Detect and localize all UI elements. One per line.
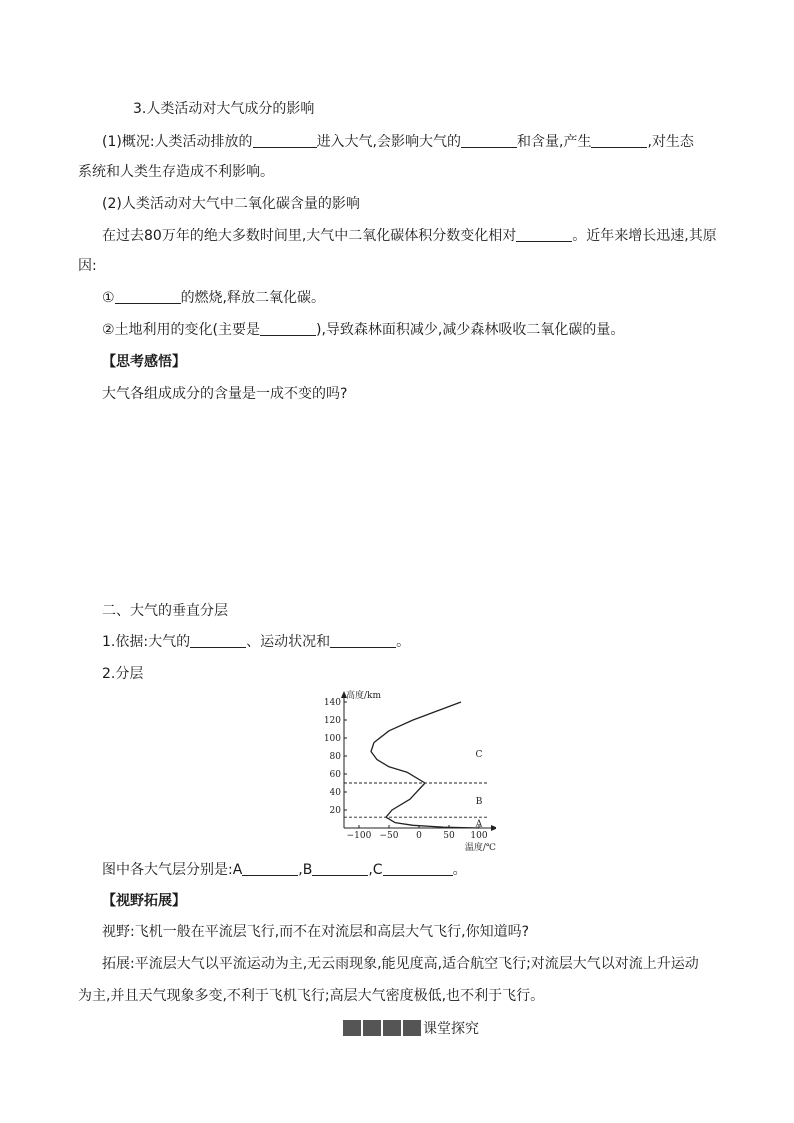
fill-blank[interactable] (591, 133, 647, 148)
y-tick-label: 60 (329, 770, 341, 780)
text-segment: (1)概况:人类活动排放的 (102, 134, 253, 150)
text-segment: 。近年来增长迅速,其原 (572, 228, 717, 244)
temperature-curve (371, 702, 479, 828)
expand-line2: 为主,并且天气现象多变,不利于飞机飞行;高层大气密度极低,也不利于飞行。 (78, 988, 545, 1004)
fill-blank[interactable] (260, 321, 316, 336)
footer-label: 课堂探究 (423, 1021, 479, 1037)
y-tick-label: 40 (329, 788, 341, 798)
fill-blank-b[interactable] (312, 861, 368, 876)
text-segment: 。 (452, 862, 467, 878)
y-tick-label: 80 (329, 752, 341, 762)
layers-label: 2.分层 (102, 666, 144, 682)
text-segment: 、运动状况和 (246, 634, 331, 650)
text-segment: ,对生态 (647, 134, 694, 150)
layer-answer-line (102, 860, 467, 880)
text-segment: 图中各大气层分别是:A (102, 862, 243, 878)
footer-block (383, 1020, 401, 1036)
footer-block (403, 1020, 421, 1036)
y-tick-label: 140 (323, 698, 341, 708)
text-segment: ,B (298, 862, 313, 878)
text-segment: ②土地利用的变化(主要是 (102, 322, 261, 338)
text-segment: 。 (396, 634, 411, 650)
think-question: 大气各组成成分的含量是一成不变的吗? (102, 386, 348, 402)
footer-block (343, 1020, 361, 1036)
fill-blank-c[interactable] (383, 861, 453, 876)
text-segment: 进入大气,会影响大气的 (316, 134, 462, 150)
text-segment: ① (102, 290, 115, 306)
co2-paragraph-line1 (102, 226, 717, 246)
y-tick-label: 20 (329, 806, 341, 816)
y-tick-label: 120 (323, 716, 341, 726)
footer-section-marker (343, 1019, 479, 1039)
text-segment: ,C (368, 862, 383, 878)
fill-blank[interactable] (190, 633, 246, 648)
cause-item-2 (102, 320, 624, 340)
y-axis-label: 高度/km (346, 691, 382, 701)
layer-label-b: B (475, 797, 483, 807)
section-heading-vertical-layers: 二、大气的垂直分层 (102, 603, 228, 619)
x-axis-arrow-icon (491, 825, 496, 831)
fill-blank-a[interactable] (242, 861, 298, 876)
cause-item-1 (102, 288, 325, 308)
co2-paragraph-line2: 因: (78, 258, 97, 274)
think-title: 【思考感悟】 (102, 354, 186, 370)
text-segment: ),导致森林面积减少,减少森林吸收二氧化碳的量。 (316, 322, 625, 338)
text-segment: 的燃烧,释放二氧化碳。 (180, 290, 326, 306)
overview-paragraph-line1 (102, 132, 694, 152)
text-segment: 在过去80万年的绝大多数时间里,大气中二氧化碳体积分数变化相对 (102, 228, 517, 244)
fill-blank[interactable] (330, 633, 396, 648)
fill-blank[interactable] (253, 133, 317, 148)
text-segment: 和含量,产生 (517, 134, 592, 150)
section-heading-human-activity: 3.人类活动对大气成分的影响 (133, 101, 315, 117)
x-axis-label: 温度/℃ (464, 843, 496, 853)
footer-block (363, 1020, 381, 1036)
vision-question: 视野:飞机一般在平流层飞行,而不在对流层和高层大气飞行,你知道吗? (102, 924, 530, 940)
layer-label-a: A (475, 819, 483, 830)
expand-line1: 拓展:平流层大气以平流运动为主,无云雨现象,能见度高,适合航空飞行;对流层大气以对流上升运动 (102, 956, 699, 972)
layer-label-c: C (475, 750, 483, 761)
x-tick-label: −50 (379, 831, 399, 841)
fill-blank[interactable] (461, 133, 517, 148)
x-tick-label: 50 (443, 831, 455, 841)
x-tick-label: 100 (470, 831, 488, 841)
atmosphere-temperature-chart (316, 688, 496, 853)
y-tick-label: 100 (323, 734, 341, 744)
text-segment: 1.依据:大气的 (102, 634, 191, 650)
co2-subheading: (2)人类活动对大气中二氧化碳含量的影响 (102, 196, 360, 212)
fill-blank[interactable] (516, 227, 572, 242)
x-tick-label: −100 (346, 831, 372, 841)
overview-paragraph-line2: 系统和人类生存造成不利影响。 (78, 164, 274, 180)
x-tick-label: 0 (416, 831, 422, 841)
fill-blank[interactable] (115, 289, 181, 304)
basis-line (102, 632, 410, 652)
vision-title: 【视野拓展】 (102, 893, 186, 909)
